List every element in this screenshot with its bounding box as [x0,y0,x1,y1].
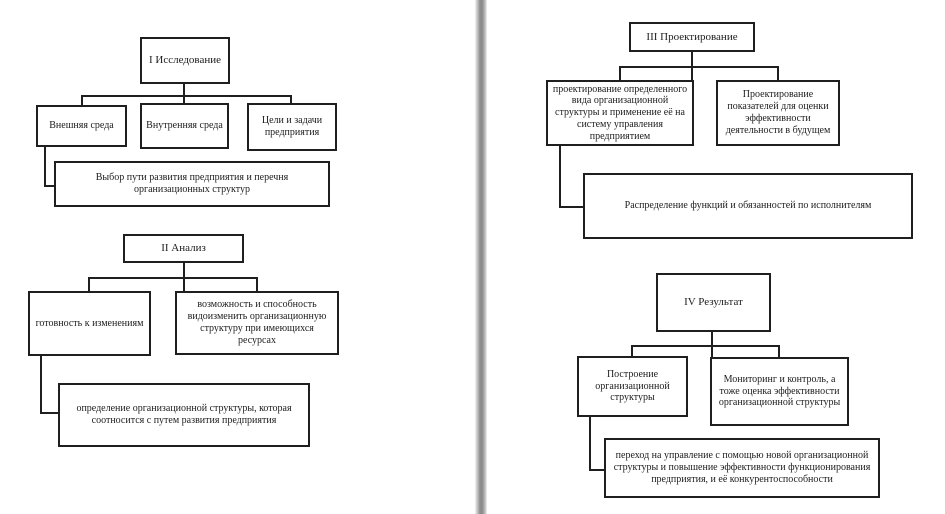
readiness-for-change-box: готовность к изменениям [28,291,151,356]
page-spine-divider [475,0,487,514]
connector-stage2-horizontal [88,277,258,279]
connector-stage1-stem [183,84,185,103]
ability-to-modify-structure-box: возможность и способность видоизменить организационную структуру при имеющихся ресурсах [175,291,339,355]
connector-stage1-horizontal [81,95,292,97]
stage-iv-result-box: IV Результат [656,273,771,332]
connector-stage2-drop-left [88,277,90,291]
connector-stage4-horizontal [631,345,780,347]
connector-stage2-drop-right [256,277,258,291]
development-path-outcome-box: Выбор пути развития предприятия и перечня организационных структур [54,161,330,207]
structure-type-design-box: проектирование определенного вида организационной структуры и применение её на систему управления предприятием [546,80,694,146]
connector-stage4-drop-left [631,345,633,356]
external-environment-box: Внешняя среда [36,105,127,147]
structure-definition-outcome-box: определение организационной структуры, которая соотносится с путем развития предприятия [58,383,310,447]
structure-building-box: Построение организационной структуры [577,356,688,417]
monitoring-control-box: Мониторинг и контроль, а тоже оценка эффективности организационной структуры [710,357,849,426]
connector-stage3-horizontal [619,66,779,68]
connector-stage1-elbow-vertical [44,147,46,187]
functions-distribution-outcome-box: Распределение функций и обязанностей по исполнителям [583,173,913,239]
connector-stage2-elbow-horizontal [40,412,60,414]
connector-stage3-drop-right [777,66,779,80]
connector-stage3-elbow-vertical [559,146,561,208]
goals-objectives-box: Цели и задачи предприятия [247,103,337,151]
connector-stage4-drop-right [778,345,780,357]
stage-ii-analysis-box: II Анализ [123,234,244,263]
connector-stage4-elbow-vertical [589,417,591,471]
connector-stage3-elbow-horizontal [559,206,585,208]
stage-iii-design-box: III Проектирование [629,22,755,52]
connector-stage1-drop-right [290,95,292,103]
connector-stage3-drop-left [619,66,621,80]
connector-stage2-elbow-vertical [40,356,42,414]
performance-indicators-design-box: Проектирование показателей для оценки эффективности деятельности в будущем [716,80,840,146]
new-structure-transition-outcome-box: переход на управление с помощью новой организационной структуры и повышение эффективности функционирования предприятия, и её конкурентоспособности [604,438,880,498]
internal-environment-box: Внутренняя среда [140,103,229,149]
stage-i-research-box: I Исследование [140,37,230,84]
connector-stage1-drop-left [81,95,83,105]
